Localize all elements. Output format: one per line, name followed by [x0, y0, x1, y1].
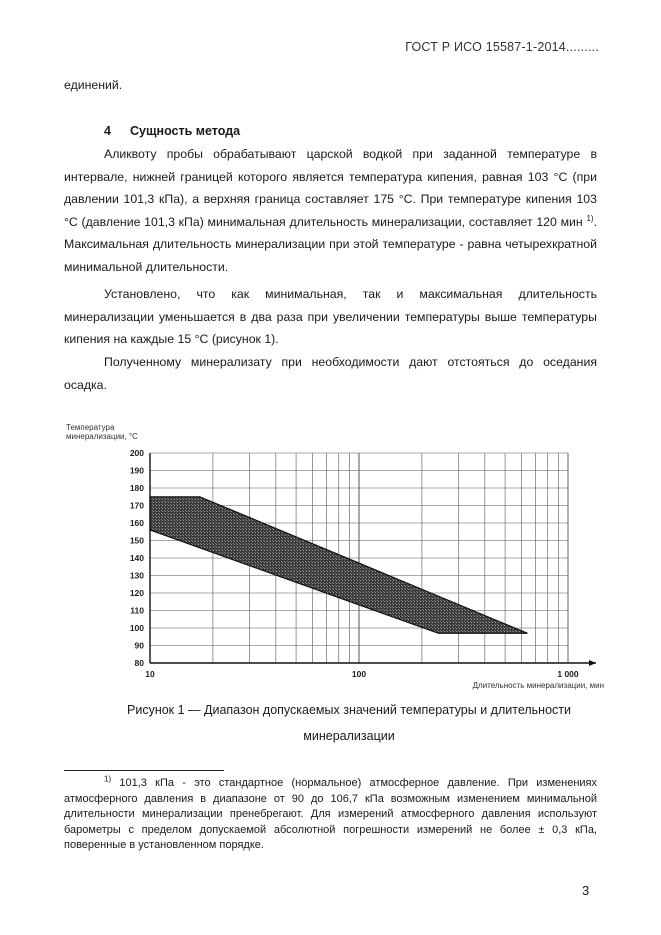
footnote-ref[interactable]: 1) — [586, 213, 594, 223]
y-tick-label: 80 — [134, 658, 144, 668]
footnote — [64, 776, 597, 854]
y-tick-labels — [130, 448, 144, 668]
y-tick-label: 120 — [129, 588, 144, 598]
y-tick-label: 90 — [134, 640, 144, 651]
y-tick-label: 190 — [129, 465, 144, 476]
figure-caption-line1: Рисунок 1 — Диапазон допускаемых значений температуры и длительности — [127, 703, 571, 717]
paragraph-1-text-a: Аликвоту пробы обрабатывают царской водкой при заданной температуре в интервале, нижней границей которого является температура кипения, равная 103 °C (при давлении 101,3 кПа), а верхняя граница составляет 175 °C. При температуре кипения 103 °C (давление 101,3 кПа) минимальная длительность минерализации, составляет 120 мин — [64, 147, 597, 229]
footnote-divider — [64, 770, 224, 771]
document-header: ГОСТ Р ИСО 15587-1-2014......... — [405, 40, 599, 54]
y-tick-label: 180 — [129, 483, 144, 493]
continued-text: единений. — [64, 78, 123, 92]
x-axis-label: Длительность минерализации, мин — [472, 681, 604, 690]
y-axis-label-line2: минерализации, °C — [66, 432, 138, 441]
page-number: 3 — [582, 883, 590, 898]
figure-caption-line2: минерализации — [303, 729, 395, 743]
paragraph-2: Установлено, что как минимальная, так и максимальная длительность минерализации уменьшается в два раза при увеличении температуры выше температуры кипения на каждые 15 °C (рисунок 1). — [64, 287, 597, 347]
section-title: Сущность метода — [130, 124, 241, 138]
y-tick-label: 140 — [129, 553, 144, 563]
y-tick-label: 170 — [129, 500, 144, 511]
footnote-marker: 1) — [104, 774, 112, 784]
section-heading — [104, 124, 240, 138]
y-tick-label: 130 — [129, 570, 144, 581]
y-tick-label: 200 — [129, 448, 144, 458]
y-tick-label: 150 — [129, 535, 144, 546]
y-tick-label: 160 — [129, 518, 144, 528]
footnote-text: 101,3 кПа - это стандартное (нормальное) атмосферное давление. При изменениях атмосферного давления в диапазоне от 90 до 106,7 кПа возможным изменением минимальной длительности минерализации пренебрегают. Для измерений атмосферного давления используют барометры с пределом допускаемой абсолютной погрешности измерений не более ± 0,3 кПа, поверенные в установленном порядке. — [64, 777, 597, 852]
x-tick-label: 100 — [351, 669, 367, 679]
paragraph-3: Полученному минерализату при необходимости дают отстояться до оседания осадка. — [64, 355, 597, 392]
figure-caption — [64, 697, 634, 749]
x-tick-labels — [145, 669, 579, 679]
y-axis-label-line1: Температура — [66, 423, 115, 432]
figure-1-chart — [60, 418, 620, 693]
x-axis-arrow — [589, 660, 596, 666]
paragraph-1 — [64, 143, 597, 279]
x-tick-label: 10 — [145, 669, 155, 679]
x-tick-label: 1 000 — [557, 669, 579, 679]
y-tick-label: 100 — [129, 623, 144, 633]
paragraph-1-text-b: . Максимальная длительность минерализации при этой температуре - равна четырехкратной минимальной длительности. — [64, 214, 597, 274]
chart-axes — [150, 453, 596, 666]
section-number: 4 — [104, 124, 111, 138]
y-tick-label: 110 — [130, 605, 144, 616]
